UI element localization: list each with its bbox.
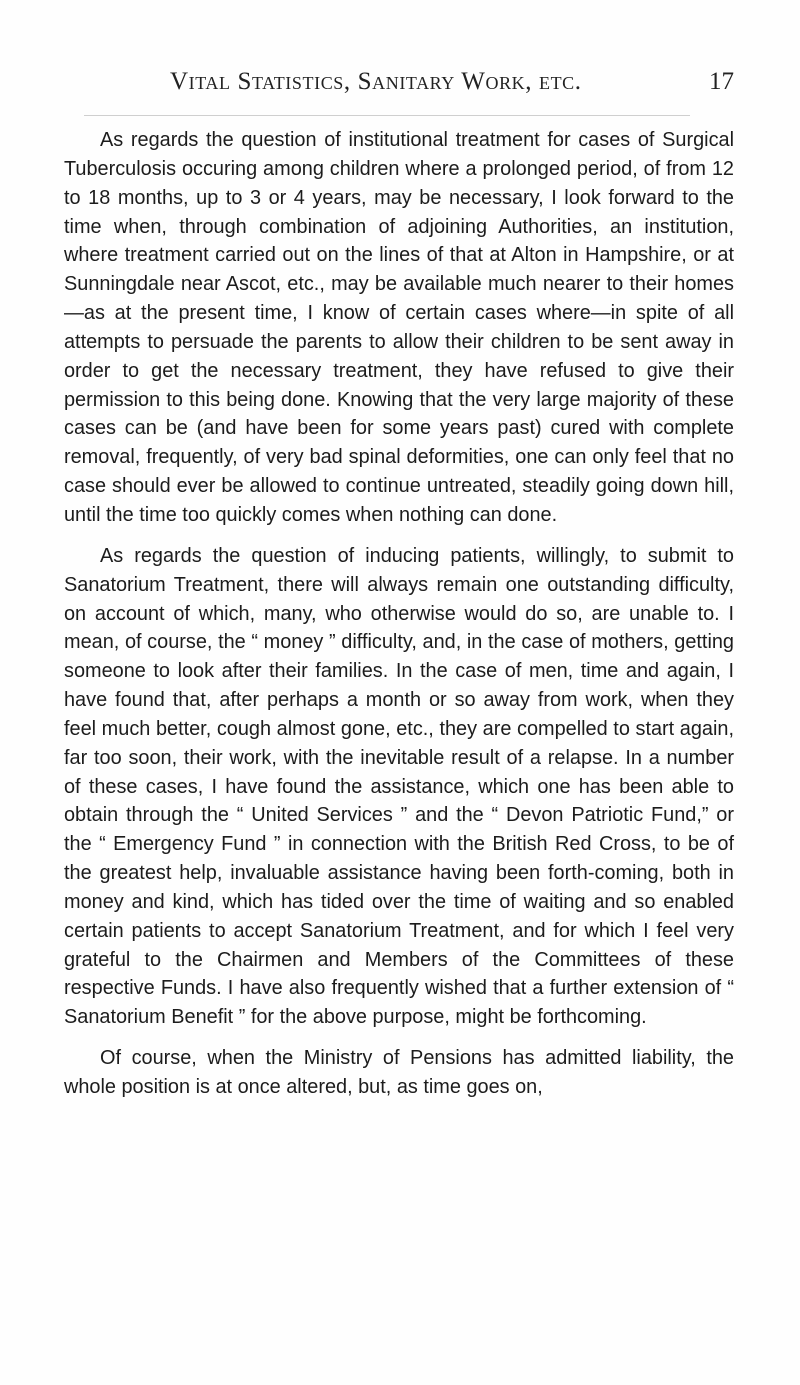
header-rule	[84, 115, 690, 116]
paragraph-ministry-of-pensions: Of course, when the Ministry of Pensions has admitted liability, the whole position is at once altered, but, as time goes on,	[64, 1047, 734, 1098]
page-number: 17	[709, 68, 734, 95]
running-title: Vital Statistics, Sanitary Work, etc.	[170, 68, 582, 95]
body-text	[64, 126, 734, 1114]
paragraph-sanatorium-treatment: As regards the question of inducing patients, willingly, to submit to Sanatorium Treatment, there will always remain one outstanding difficulty, on account of which, many, who otherwise would do so, are unable to. I mean, of course, the “ money ” difficulty, and, in the case of mothers, getting someone to look after their families. In the case of men, time and again, I have found that, after perhaps a month or so away from work, when they feel much better, cough almost gone, etc., they are compelled to start again, far too soon, their work, with the inevitable result of a relapse. In a number of these cases, I have found the assistance, which one has been able to obtain through the “ United Services ” and the “ Devon Patriotic Fund,” or the “ Emergency Fund ” in connection with the British Red Cross, to be of the greatest help, invaluable assistance having been forth-coming, both in money and kind, which has tided over the time of waiting and so enabled certain patients to accept Sanatorium Treatment, and for which I feel very grateful to the Chairmen and Members of the Committees of these respective Funds. I have also frequently wished that a further extension of “ Sanatorium Benefit ” for the above purpose, might be forthcoming.	[64, 544, 734, 1029]
running-header	[64, 68, 734, 108]
paragraph-surgical-tuberculosis: As regards the question of institutional treatment for cases of Surgical Tuberculosis occuring among children where a prolonged period, of from 12 to 18 months, up to 3 or 4 years, may be necessary, I look forward to the time when, through combination of adjoining Authorities, an institution, where treatment carried out on the lines of that at Alton in Hampshire, or at Sunningdale near Ascot, etc., may be available much nearer to their homes—as at the present time, I know of certain cases where—in spite of all attempts to persuade the parents to allow their children to be sent away in order to get the necessary treatment, they have refused to give their permission to this being done. Knowing that the very large majority of these cases can be (and have been for some years past) cured with complete removal, frequently, of very bad spinal deformities, one can only feel that no case should ever be allowed to continue untreated, steadily going down hill, until the time too quickly comes when nothing can done.	[64, 129, 734, 526]
